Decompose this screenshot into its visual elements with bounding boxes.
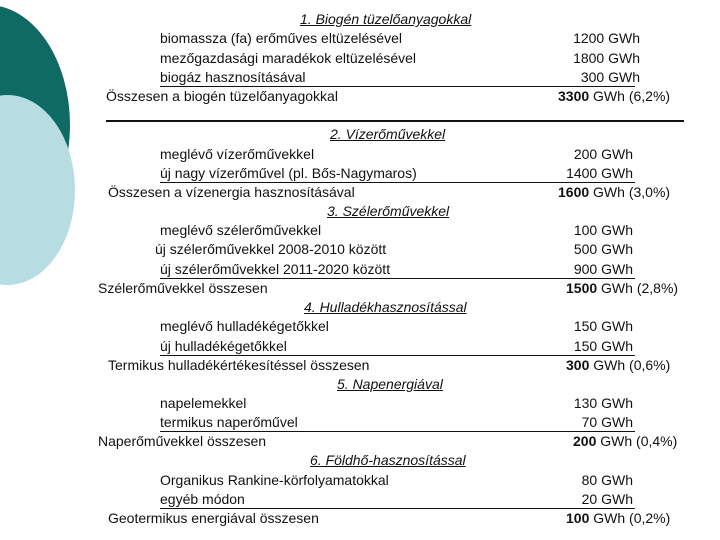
row-label: biogáz hasznosításával bbox=[160, 69, 306, 85]
row-value: 900 GWh bbox=[573, 261, 633, 277]
total-value: 300 GWh (0,6%) bbox=[566, 357, 671, 373]
total-value: 3300 GWh (6,2%) bbox=[558, 88, 671, 104]
section-divider bbox=[106, 120, 684, 122]
row-value: 200 GWh bbox=[573, 146, 633, 162]
total-label: Naperőművekkel összesen bbox=[98, 433, 267, 449]
section-heading-geothermal: 6. Földhő-hasznosítással bbox=[310, 452, 466, 468]
row-label: meglévő vízerőművekkel bbox=[160, 146, 315, 162]
row-label: biomassza (fa) erőműves eltüzelésével bbox=[160, 30, 402, 46]
row-label: meglévő hulladékégetőkkel bbox=[160, 318, 329, 334]
row-value: 150 GWh bbox=[573, 338, 633, 354]
total-label: Szélerőművekkel összesen bbox=[98, 280, 268, 296]
row-value: 100 GWh bbox=[573, 222, 633, 238]
row-label: meglévő szélerőművekkel bbox=[160, 222, 322, 238]
row-value: 70 GWh bbox=[581, 414, 633, 430]
row-label: mezőgazdasági maradékok eltüzelésével bbox=[160, 50, 417, 66]
row-underline bbox=[160, 86, 635, 87]
row-label: új szélerőművekkel 2008-2010 között bbox=[155, 241, 387, 257]
row-underline bbox=[160, 508, 635, 509]
row-value: 130 GWh bbox=[573, 395, 633, 411]
row-value: 1200 GWh bbox=[573, 30, 640, 46]
row-underline bbox=[160, 431, 635, 432]
section-heading-waste: 4. Hulladékhasznosítással bbox=[304, 299, 467, 315]
row-underline bbox=[160, 182, 635, 183]
row-label: termikus naperőművel bbox=[160, 414, 298, 430]
row-label: új nagy vízerőművel (pl. Bős-Nagymaros) bbox=[160, 165, 417, 181]
total-label: Termikus hulladékértékesítéssel összesen bbox=[108, 357, 370, 373]
total-value: 1600 GWh (3,0%) bbox=[558, 184, 671, 200]
row-value: 150 GWh bbox=[573, 318, 633, 334]
row-label: egyéb módon bbox=[160, 491, 245, 507]
total-label: Geotermikus energiával összesen bbox=[108, 510, 319, 526]
row-value: 20 GWh bbox=[581, 491, 633, 507]
row-value: 500 GWh bbox=[573, 241, 633, 257]
row-label: Organikus Rankine-körfolyamatokkal bbox=[160, 472, 389, 488]
row-value: 80 GWh bbox=[581, 472, 633, 488]
total-value: 100 GWh (0,2%) bbox=[566, 510, 671, 526]
total-label: Összesen a biogén tüzelőanyagokkal bbox=[106, 88, 338, 104]
section-heading-solar: 5. Napenergiával bbox=[337, 376, 443, 392]
row-underline bbox=[160, 355, 635, 356]
row-value: 1800 GWh bbox=[573, 50, 640, 66]
row-label: napelemekkel bbox=[160, 395, 247, 411]
section-heading-biogen: 1. Biogén tüzelőanyagokkal bbox=[300, 11, 472, 27]
row-value: 300 GWh bbox=[580, 69, 640, 85]
row-label: új szélerőművekkel 2011-2020 között bbox=[160, 261, 391, 277]
total-label: Összesen a vízenergia hasznosításával bbox=[108, 184, 355, 200]
row-value: 1400 GWh bbox=[566, 165, 633, 181]
section-heading-wind: 3. Szélerőművekkel bbox=[327, 203, 450, 219]
section-heading-hydro: 2. Vízerőművekkel bbox=[330, 126, 446, 142]
total-value: 1500 GWh (2,8%) bbox=[566, 280, 679, 296]
row-underline bbox=[160, 278, 635, 279]
total-value: 200 GWh (0,4%) bbox=[573, 433, 678, 449]
row-label: új hulladékégetőkkel bbox=[160, 338, 287, 354]
